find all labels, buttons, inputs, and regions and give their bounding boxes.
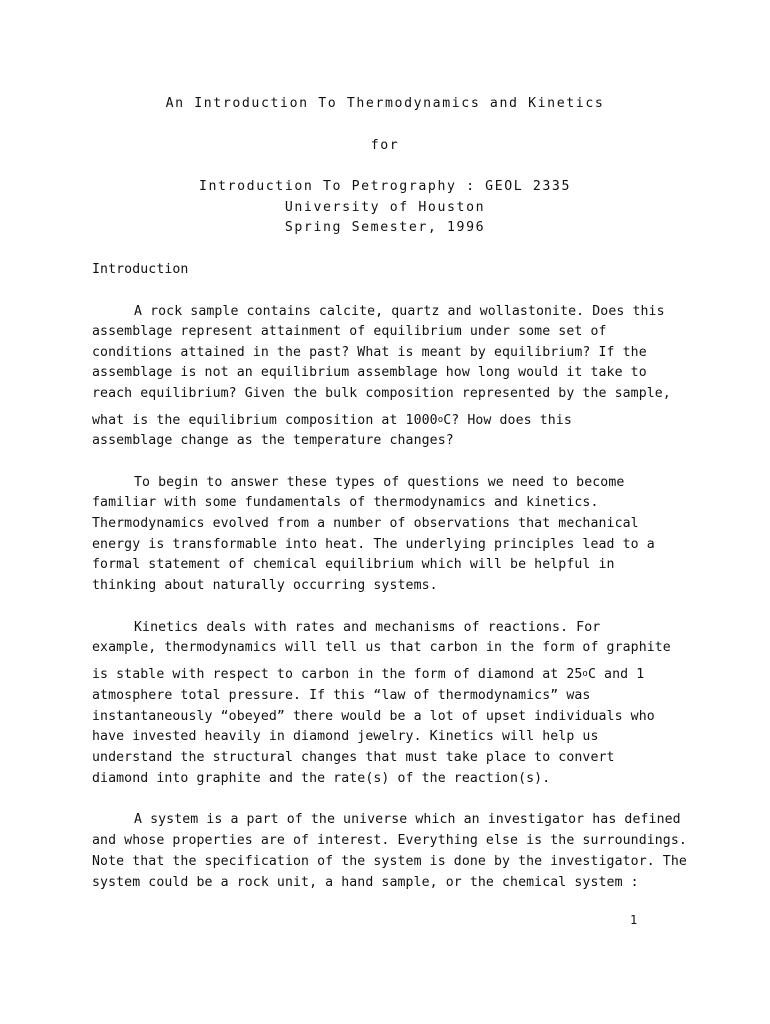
paragraph4-line: A system is a part of the universe which an investigator has defined — [134, 812, 681, 827]
degree-superscript: o — [437, 415, 444, 425]
paragraph3-line — [92, 667, 644, 684]
paragraph2-line: formal statement of chemical equilibrium which will be helpful in — [92, 557, 615, 572]
paragraph1-line: assemblage is not an equilibrium assemblage how long would it take to — [92, 365, 647, 380]
paragraph2-line: thinking about naturally occurring systems. — [92, 578, 438, 593]
paragraph3-line: example, thermodynamics will tell us that carbon in the form of graphite — [92, 640, 671, 655]
paragraph1-line: reach equilibrium? Given the bulk composition represented by the sample, — [92, 386, 671, 401]
paragraph1-line: conditions attained in the past? What is meant by equilibrium? If the — [92, 345, 647, 360]
title-for: for — [370, 138, 400, 153]
paragraph1-text: what is the equilibrium composition at 1000 — [92, 413, 438, 428]
paragraph3-line: diamond into graphite and the rate(s) of the reaction(s). — [92, 771, 551, 786]
paragraph2-line: Thermodynamics evolved from a number of observations that mechanical — [92, 516, 639, 531]
paragraph2-line: energy is transformable into heat. The underlying principles lead to a — [92, 537, 655, 552]
paragraph1-line — [92, 413, 572, 430]
document-title: An Introduction To Thermodynamics and Kinetics — [165, 96, 605, 111]
paragraph4-line: Note that the specification of the system is done by the investigator. The — [92, 854, 687, 869]
paragraph1-line: assemblage represent attainment of equilibrium under some set of — [92, 324, 607, 339]
paragraph4-line: and whose properties are of interest. Everything else is the surroundings. — [92, 833, 687, 848]
paragraph3-text: C and 1 — [587, 667, 645, 682]
paragraph3-line: atmosphere total pressure. If this “law of thermodynamics” was — [92, 688, 591, 703]
degree-superscript: o — [582, 669, 588, 679]
semester: Spring Semester, 1996 — [284, 220, 486, 235]
paragraph3-line: have invested heavily in diamond jewelry. Kinetics will help us — [92, 729, 599, 744]
page-number: 1 — [630, 913, 638, 927]
paragraph4-line: system could be a rock unit, a hand sample, or the chemical system : — [92, 875, 639, 890]
university-name: University of Houston — [284, 200, 486, 215]
paragraph1-text: C? How does this — [443, 413, 572, 428]
paragraph3-line: understand the structural changes that must take place to convert — [92, 750, 615, 765]
section-heading: Introduction — [92, 262, 189, 277]
paragraph3-line: instantaneously “obeyed” there would be a lot of upset individuals who — [92, 709, 655, 724]
paragraph1-line: A rock sample contains calcite, quartz and wollastonite. Does this — [134, 304, 665, 319]
paragraph3-text: is stable with respect to carbon in the form of diamond at 25 — [92, 667, 583, 682]
paragraph3-line: Kinetics deals with rates and mechanisms of reactions. For — [134, 620, 601, 635]
paragraph2-line: familiar with some fundamentals of thermodynamics and kinetics. — [92, 495, 599, 510]
paragraph2-line: To begin to answer these types of questions we need to become — [134, 475, 625, 490]
course-name: Introduction To Petrography : GEOL 2335 — [198, 179, 572, 194]
paragraph1-line: assemblage change as the temperature changes? — [92, 433, 454, 448]
